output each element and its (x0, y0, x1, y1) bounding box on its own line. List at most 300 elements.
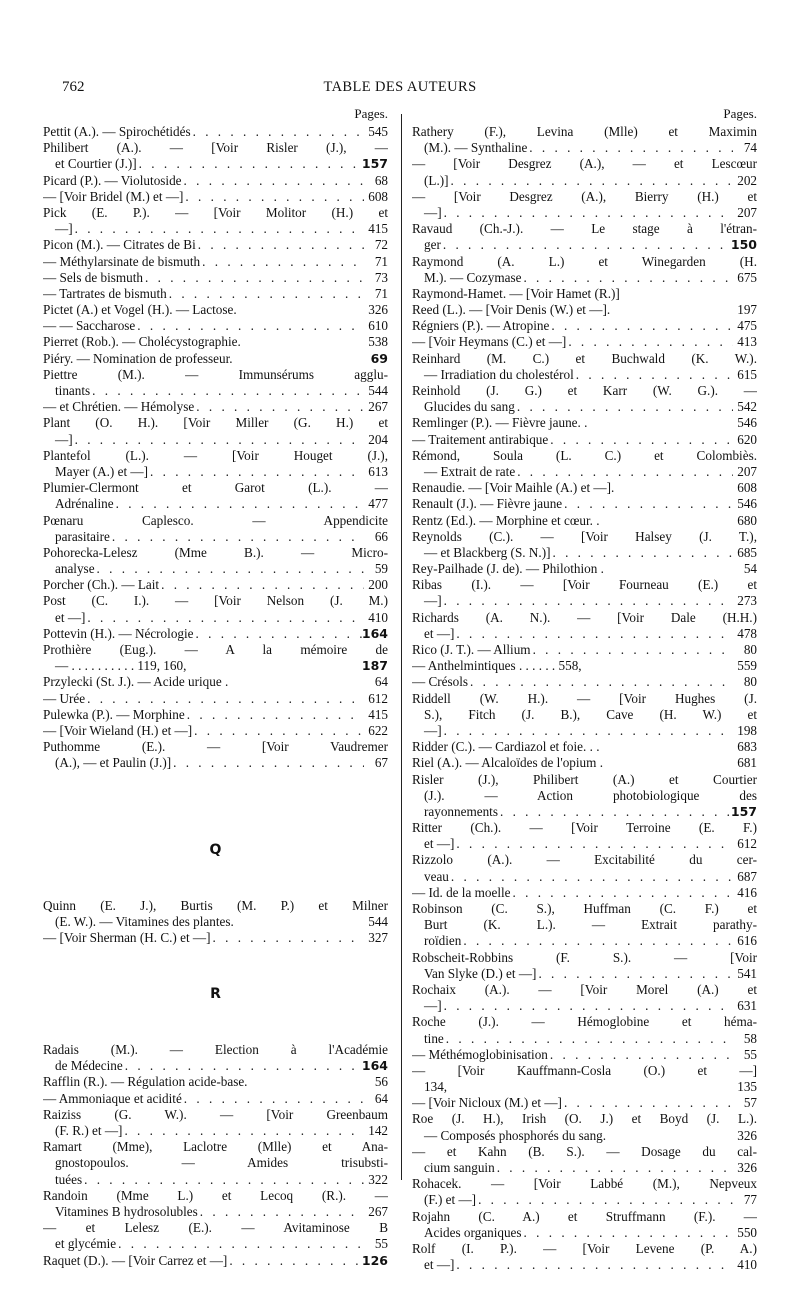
entry-line (412, 707, 757, 723)
page-reference: 544 (368, 383, 388, 398)
page-reference: 67 (374, 755, 388, 771)
index-entry (412, 529, 757, 561)
entry-line (412, 1209, 757, 1225)
entry-text: tuées (55, 1171, 83, 1187)
entry-text: Ridder (C.). — Cardiazol et foie. . . (412, 739, 600, 755)
entry-line (412, 529, 757, 545)
index-entry (412, 755, 757, 771)
entry-text: Pettit (A.). — Spirochétidés (43, 124, 191, 139)
entry-line (412, 237, 757, 253)
entry-text: — [Voir Desgrez (A.), — et Lescœur (412, 156, 757, 172)
page-reference: 550 (737, 1224, 757, 1240)
page-reference: 198 (737, 722, 757, 738)
entry-line (412, 658, 757, 674)
entry-line (412, 1063, 757, 1079)
entry-line (412, 205, 757, 221)
index-entry (43, 1074, 388, 1090)
entry-line (412, 804, 757, 820)
index-entry (412, 739, 757, 755)
entry-text: M.). — Cozymase (424, 269, 522, 285)
index-entry (412, 124, 757, 156)
entry-text: — Méthémoglobinisation (412, 1046, 548, 1062)
dot-leader (123, 1058, 362, 1074)
page-reference: 681 (737, 755, 757, 771)
dot-leader (137, 156, 362, 172)
entry-line (43, 898, 388, 914)
dot-leader (171, 755, 364, 771)
entry-line (412, 577, 757, 593)
dot-leader (449, 173, 733, 189)
entry-text: — Sels de bismuth (43, 269, 144, 285)
page-reference: 542 (737, 399, 757, 415)
entry-text: ger (424, 237, 441, 253)
index-entry (412, 496, 757, 512)
entry-text: Acides organiques (424, 1224, 522, 1240)
page-reference: 207 (737, 463, 757, 479)
entry-text: Puthomme (E.). — [Voir Vaudremer (43, 739, 388, 755)
entry-line (412, 593, 757, 609)
entry-text: —] (55, 431, 73, 447)
page-reference: 326 (368, 302, 388, 318)
entry-text: Plant (O. H.). [Voir Miller (G. H.) et (43, 415, 388, 431)
entry-text: S.), Fitch (J. B.), Cave (H. W.) et (424, 706, 757, 722)
index-entry (43, 124, 388, 140)
dot-leader (562, 1095, 733, 1111)
index-entry (412, 950, 757, 982)
page-reference: 142 (368, 1123, 388, 1138)
entry-text: Renault (J.). — Fièvre jaune (412, 496, 563, 512)
entry-line (412, 1047, 757, 1063)
entry-text: (M.). — Synthaline (424, 140, 528, 156)
entry-text: Régniers (P.). — Atropine (412, 318, 550, 334)
page-reference: 477 (368, 496, 388, 512)
index-entry (43, 367, 388, 399)
index-entry (412, 334, 757, 350)
entry-text: Raiziss (G. W.). — [Voir Greenbaum (43, 1106, 388, 1122)
entry-line (43, 415, 388, 431)
entry-text: — Tartrates de bismuth (43, 285, 167, 301)
entry-line (43, 513, 388, 529)
dot-leader (444, 1031, 733, 1047)
entry-text: Philibert (A.). — [Voir Risler (J.), — (43, 140, 388, 156)
entry-line (412, 334, 757, 350)
page-reference: 126 (361, 1252, 388, 1268)
index-entry (412, 156, 757, 188)
entry-line (412, 1257, 757, 1273)
entry-text: (L.)] (424, 172, 449, 188)
entry-text: — et Kahn (B. S.). — Dosage du cal- (412, 1143, 757, 1159)
entry-text: — . . . . . . . . . . 119, 160, (55, 658, 187, 674)
dot-leader (454, 836, 733, 852)
dot-leader (515, 464, 733, 480)
entries-section-p (43, 124, 388, 772)
dot-leader (495, 1160, 733, 1176)
entry-line (43, 1188, 388, 1204)
dot-leader (143, 270, 364, 286)
dot-leader (562, 496, 733, 512)
page-reference: 322 (368, 1171, 388, 1187)
entry-text: et —] (424, 1257, 455, 1273)
entry-line (412, 351, 757, 367)
entry-line (412, 933, 757, 949)
entry-line (43, 399, 388, 415)
index-entry (412, 302, 757, 318)
entry-line (43, 448, 388, 464)
index-entry (412, 1014, 757, 1046)
page-reference: 612 (368, 690, 388, 706)
entry-text: Rafflin (R.). — Régulation acide-base. (43, 1074, 248, 1090)
entry-line (43, 237, 388, 253)
page-reference: 410 (368, 609, 388, 625)
page-reference: 680 (737, 512, 757, 528)
page-reference: 71 (374, 253, 388, 269)
page-reference: 273 (737, 593, 757, 609)
index-entry (43, 545, 388, 577)
entry-text: — Méthylarsinate de bismuth (43, 253, 201, 269)
dot-leader (73, 432, 364, 448)
dot-leader (114, 496, 364, 512)
entry-line (412, 1031, 757, 1047)
entry-text: — Extrait de rate (424, 463, 516, 479)
entry-line (43, 1172, 388, 1188)
entry-line (43, 496, 388, 512)
page-reference: 616 (737, 933, 757, 949)
index-entry (412, 820, 757, 852)
page-reference: 56 (374, 1074, 388, 1090)
index-entry (412, 448, 757, 480)
entry-text: — Urée (43, 690, 86, 706)
entry-line (43, 1058, 388, 1074)
entry-line (43, 464, 388, 480)
entry-text: — — Saccharose (43, 318, 136, 334)
page-reference: 683 (737, 739, 757, 755)
page-reference: 546 (737, 415, 757, 431)
entry-text: analyse (55, 561, 95, 577)
entry-text: — Crésols (412, 674, 469, 690)
entry-line (43, 691, 388, 707)
entry-line (43, 302, 388, 318)
dot-leader (185, 707, 364, 723)
entry-line (412, 674, 757, 690)
index-entry (43, 930, 388, 946)
dot-leader (82, 1172, 364, 1188)
dot-leader (521, 270, 733, 286)
page-reference: 73 (374, 269, 388, 285)
entry-line (412, 1128, 757, 1144)
index-entry (43, 286, 388, 302)
page-reference: 675 (737, 269, 757, 285)
index-entry (43, 399, 388, 415)
entry-line (43, 270, 388, 286)
dot-leader (515, 399, 733, 415)
page-reference: 610 (368, 318, 388, 334)
page-reference: 64 (374, 674, 388, 690)
running-title: TABLE DES AUTEURS (323, 79, 477, 95)
entry-text: cium sanguin (424, 1160, 495, 1175)
entry-line (43, 755, 388, 771)
dot-leader (167, 286, 364, 302)
entry-text: Rathery (F.), Levina (Mlle) et Maximin (412, 124, 757, 139)
entry-text: Renaudie. — [Voir Maihle (A.) et —]. (412, 480, 615, 496)
page-reference: 326 (737, 1160, 757, 1175)
entry-line (43, 674, 388, 690)
index-entry (412, 480, 757, 496)
page-reference: 613 (368, 463, 388, 479)
index-entry (43, 739, 388, 771)
entry-line (43, 1236, 388, 1252)
index-entry (43, 577, 388, 593)
index-entry (43, 334, 388, 350)
page-reference: 631 (737, 998, 757, 1014)
entry-text: Reed (L.). — [Voir Denis (W.) et —]. (412, 302, 611, 318)
page-reference: 68 (374, 172, 388, 188)
index-entry (412, 674, 757, 690)
index-entry (412, 415, 757, 431)
index-entry (43, 205, 388, 237)
page-reference: 620 (737, 431, 757, 447)
entry-line (43, 914, 388, 930)
entry-line (412, 1144, 757, 1160)
entry-line (412, 1014, 757, 1030)
page-reference: 541 (737, 965, 757, 981)
entry-line (43, 367, 388, 383)
entry-text: Robscheit-Robbins (F. S.). — [Voir (412, 949, 757, 965)
entry-line (412, 852, 757, 868)
page-reference: 615 (737, 366, 757, 382)
dot-leader (211, 930, 364, 946)
page-reference: 326 (737, 1127, 757, 1143)
page-reference: 187 (361, 658, 388, 674)
index-entry (43, 1042, 388, 1074)
entry-line (43, 561, 388, 577)
index-entry (412, 885, 757, 901)
dot-leader (159, 577, 364, 593)
entry-line (412, 917, 757, 933)
index-entry (43, 593, 388, 625)
entry-text: et —] (424, 836, 455, 852)
entry-line (43, 1042, 388, 1058)
entries-section-r (43, 1042, 388, 1269)
entry-line (412, 270, 757, 286)
entry-line (412, 982, 757, 998)
index-entry (412, 286, 757, 302)
dot-leader (85, 691, 364, 707)
index-entry (43, 898, 388, 930)
entry-text: Roche (J.). — Hémoglobine et héma- (412, 1014, 757, 1030)
dot-leader (183, 189, 364, 205)
entry-line (412, 140, 757, 156)
entry-text: Randoin (Mme L.) et Lecoq (R.). — (43, 1187, 388, 1203)
dot-leader (194, 399, 364, 415)
entry-line (43, 124, 388, 140)
index-entry (43, 1139, 388, 1188)
entry-text: Piettre (M.). — Immunsérums agglu- (43, 366, 388, 382)
entry-line (43, 189, 388, 205)
entry-line (412, 561, 757, 577)
entry-text: — Anthelmintiques . . . . . . 558, (412, 658, 582, 674)
entry-line (412, 480, 757, 496)
entry-text: (E. W.). — Vitamines des plantes. (55, 913, 234, 929)
page-reference: 71 (374, 285, 388, 301)
dot-leader (442, 593, 733, 609)
dot-leader (442, 723, 733, 739)
index-entry (412, 772, 757, 821)
entry-line (412, 496, 757, 512)
dot-leader (454, 626, 733, 642)
entry-text: Reinhold (J. G.) et Karr (W. G.). — (412, 383, 757, 398)
entry-line (43, 205, 388, 221)
page-reference: 622 (368, 722, 388, 738)
entry-line (412, 950, 757, 966)
index-entry (412, 1209, 757, 1241)
index-entry (412, 982, 757, 1014)
entry-line (43, 254, 388, 270)
entry-line (412, 254, 757, 270)
page-reference: 202 (737, 172, 757, 188)
page-reference: 157 (361, 156, 388, 172)
page-reference: 80 (743, 642, 757, 657)
entry-line (43, 723, 388, 739)
entry-line (43, 1107, 388, 1123)
dot-leader (461, 933, 733, 949)
index-entry (412, 318, 757, 334)
entry-line (412, 1192, 757, 1208)
dot-leader (182, 1091, 364, 1107)
dot-leader (110, 529, 364, 545)
entry-text: (A.), — et Paulin (J.)] (55, 755, 172, 771)
index-entry (43, 513, 388, 545)
page-reference: 267 (368, 1203, 388, 1219)
entry-line (412, 318, 757, 334)
entry-text: Plumier-Clermont et Garot (L.). — (43, 480, 388, 496)
dot-leader (442, 998, 733, 1014)
entry-line (412, 173, 757, 189)
entry-text: Riddell (W. H.). — [Voir Hughes (J. (412, 690, 757, 706)
entry-line (412, 1176, 757, 1192)
dot-leader (95, 561, 364, 577)
entry-text: Rey-Pailhade (J. de). — Philothion . (412, 561, 604, 577)
entry-line (43, 658, 388, 674)
index-entry (43, 723, 388, 739)
index-entry (412, 1095, 757, 1111)
page-reference: 57 (743, 1095, 757, 1111)
entry-text: Quinn (E. J.), Burtis (M. P.) et Milner (43, 897, 388, 913)
entry-text: Rico (J. T.). — Allium (412, 642, 531, 657)
entry-text: Rémond, Soula (L. C.) et Colombiès. (412, 447, 757, 463)
dot-leader (522, 1225, 733, 1241)
entry-line (43, 432, 388, 448)
page-reference: 197 (737, 302, 757, 318)
dot-leader (498, 804, 731, 820)
dot-leader (198, 1204, 364, 1220)
dot-leader (442, 205, 733, 221)
entry-text: — [Voir Nicloux (M.) et —] (412, 1095, 562, 1111)
entry-text: Rochaix (A.). — [Voir Morel (A.) et (412, 981, 757, 997)
entry-line (412, 383, 757, 399)
dot-leader (148, 464, 364, 480)
entry-text: Glucides du sang (424, 399, 515, 415)
entry-line (412, 124, 757, 140)
entry-line (412, 610, 757, 626)
entry-line (43, 383, 388, 399)
entry-text: Rizzolo (A.). — Excitabilité du cer- (412, 852, 757, 868)
entry-line (43, 707, 388, 723)
index-entry (412, 221, 757, 253)
entry-text: rayonnements (424, 803, 498, 819)
page-reference: 150 (730, 237, 757, 253)
entry-text: (J.). — Action photobiologique des (424, 787, 757, 803)
entry-text: roïdien (424, 933, 462, 949)
column-divider (401, 114, 402, 1180)
index-entry (43, 302, 388, 318)
dot-leader (227, 1253, 362, 1269)
entry-line (43, 156, 388, 172)
page-reference: 415 (368, 706, 388, 722)
entry-line (43, 318, 388, 334)
entry-line (412, 901, 757, 917)
index-entry (412, 901, 757, 950)
entry-line (43, 173, 388, 189)
index-entry (43, 674, 388, 690)
dot-leader (531, 642, 733, 658)
entry-line (43, 1220, 388, 1236)
dot-leader (194, 626, 362, 642)
entry-line (412, 1111, 757, 1127)
entry-text: Mayer (A.) et —] (55, 463, 149, 479)
entry-text: — [Voir Kauffmann-Cosla (O.) et —] (412, 1062, 757, 1078)
entry-line (412, 399, 757, 415)
entry-text: —] (424, 204, 442, 220)
entry-line (412, 448, 757, 464)
index-entry (43, 318, 388, 334)
entry-text: Pierret (Rob.). — Cholécystographie. (43, 334, 241, 350)
index-entry (412, 1176, 757, 1208)
entry-line (412, 1160, 757, 1176)
entries-section-r-continued (412, 124, 757, 1273)
entry-text: — [Voir Heymans (C.) et —] (412, 334, 567, 350)
page-reference: 416 (737, 884, 757, 900)
dot-leader (548, 1047, 733, 1063)
entry-text: — Irradiation du cholestérol (424, 366, 574, 382)
dot-leader (449, 869, 733, 885)
entry-line (43, 545, 388, 561)
entry-text: Riel (A.). — Alcaloïdes de l'opium . (412, 755, 603, 771)
index-entry (43, 237, 388, 253)
index-entry (43, 1253, 388, 1269)
entry-line (43, 610, 388, 626)
entry-line (412, 998, 757, 1014)
dot-leader (122, 1123, 364, 1139)
page-reference: 164 (361, 1058, 388, 1074)
entry-line (412, 772, 757, 788)
page-reference: 546 (737, 496, 757, 512)
section-letter-r: R (210, 986, 221, 1003)
index-entry (412, 383, 757, 415)
entry-text: Remlinger (P.). — Fièvre jaune. . (412, 415, 588, 431)
dot-leader (511, 885, 733, 901)
page-reference: 64 (374, 1090, 388, 1106)
entry-text: Picon (M.). — Citrates de Bi (43, 237, 196, 253)
entry-text: —] (55, 221, 73, 237)
index-entry (412, 513, 757, 529)
entry-line (412, 432, 757, 448)
entry-text: Picard (P.). — Violutoside (43, 172, 182, 188)
index-entry (43, 480, 388, 512)
index-entry (412, 658, 757, 674)
dot-leader (90, 383, 364, 399)
entry-text: (F. R.) et —] (55, 1123, 123, 1138)
entry-line (412, 723, 757, 739)
